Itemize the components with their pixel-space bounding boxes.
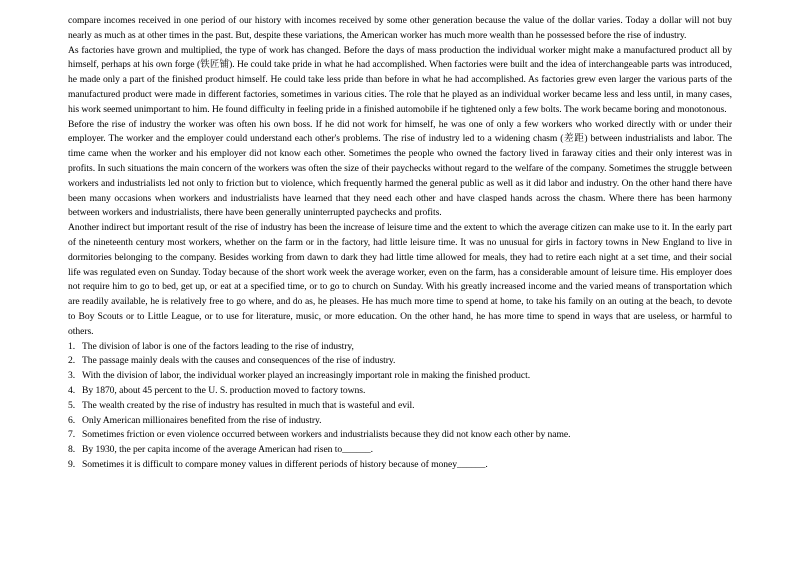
paragraph-leisure-time: Another indirect but important result of the rise of industry has been the increase of leisure time and the extent to which the average citizen can make use to it. In the early part of the nineteenth century most workers, whether on the farm or in the factory, had little leisure time. It was no unusual for girls in factory towns in New England to live in dormitories belonging to the company. Besides working from dawn to dark they had little time allowed for meals, they had to retire each night at a set time, and their social life was regulated even on Sunday. Today because of the short work week the average worker, even on the farm, has a considerable amount of leisure time. His employer does not require him to go to bed, get up, or eat at a specified time, or to go to church on Sunday. With his greatly increased income and the varied means of transportation which are readily available, he is relatively free to go where, and do as, he pleases. He has much more time to spend at home, to take his family on an outing at the beach, to devote to Boy Scouts or to Little League, or to use for literature, music, or more education. On the other hand, he has more time to spend in ways that are useless, or harmful to others. <box>68 222 732 337</box>
question-item <box>68 340 732 355</box>
question-item <box>68 354 732 369</box>
question-number: 2. <box>68 355 76 367</box>
question-item <box>68 384 732 399</box>
question-text: Only American millionaires benefited from the rise of industry. <box>82 414 322 426</box>
question-number: 7. <box>68 429 76 441</box>
question-text: With the division of labor, the individual worker played an increasingly important role in making the finished product. <box>82 370 531 382</box>
paragraph-type-of-work: As factories have grown and multiplied, the type of work has changed. Before the days of mass production the individual worker might make a manufactured product all by himself, perhaps at his own forge (铁匠铺). He could take pride in what he had accomplished. When factories were built and the idea of interchangeable parts was introduced, he made only a part of the finished product himself. He could take less pride than before in what he had accomplished. As factories grew even larger the various parts of the manufactured product were made in different factories, sometimes in various cities. The role that he played as an individual worker became less and less until, in many cases, his work seemed unimportant to him. He found difficulty in feeling pride in a finished automobile if he tightened only a few bolts. The work became boring and monotonous. <box>68 44 732 115</box>
question-number: 1. <box>68 340 76 352</box>
question-text: Sometimes friction or even violence occurred between workers and industrialists because they did not know each other by name. <box>82 429 571 441</box>
question-number: 3. <box>68 370 76 382</box>
question-text: The passage mainly deals with the causes and consequences of the rise of industry. <box>82 355 396 367</box>
paragraph-income: compare incomes received in one period of our history with incomes received by some other generation because the value of the dollar varies. Today a dollar will not buy nearly as much as at other times in the past. But, despite these variations, the American worker has much more wealth than he possessed before the rise of industry. <box>68 15 732 41</box>
question-text: The wealth created by the rise of industry has resulted in much that is wasteful and evil. <box>82 399 415 411</box>
question-number: 4. <box>68 384 76 396</box>
document-page <box>68 14 732 473</box>
question-number: 5. <box>68 399 76 411</box>
question-item <box>68 443 732 458</box>
question-text: By 1930, the per capita income of the average American had risen to______. <box>82 444 373 456</box>
question-item <box>68 414 732 429</box>
question-item <box>68 428 732 443</box>
question-number: 6. <box>68 414 76 426</box>
question-text: The division of labor is one of the factors leading to the rise of industry, <box>82 340 354 352</box>
question-text: Sometimes it is difficult to compare money values in different periods of history because of money______. <box>82 458 488 470</box>
question-number: 8. <box>68 444 76 456</box>
question-item <box>68 399 732 414</box>
paragraph-worker-employer: Before the rise of industry the worker was often his own boss. If he did not work for himself, he was one of only a few workers who worked directly with or under their employer. The worker and the employer could understand each other's problems. The rise of industry led to a widening chasm (差距) between industrialists and labor. The time came when the worker and his employer did not know each other. Sometimes the people who owned the factory lived in faraway cities and their only interest was in profits. In such situations the main concern of the workers was often the size of their paychecks without regard to the welfare of the company. Sometimes the struggle between workers and industrialists led not only to friction but to violence, which frequently harmed the general public as well as it did labor and industry. On the other hand there have been many occasions when workers and industrialists have learned that they need each other and have clasped hands across the chasm. Where there has been harmony between workers and industrialists, there have been generally uninterrupted paychecks and profits. <box>68 118 732 219</box>
question-number: 9. <box>68 458 76 470</box>
question-text: By 1870, about 45 percent to the U. S. production moved to factory towns. <box>82 384 366 396</box>
question-item <box>68 369 732 384</box>
question-list <box>68 340 732 473</box>
question-item <box>68 458 732 473</box>
